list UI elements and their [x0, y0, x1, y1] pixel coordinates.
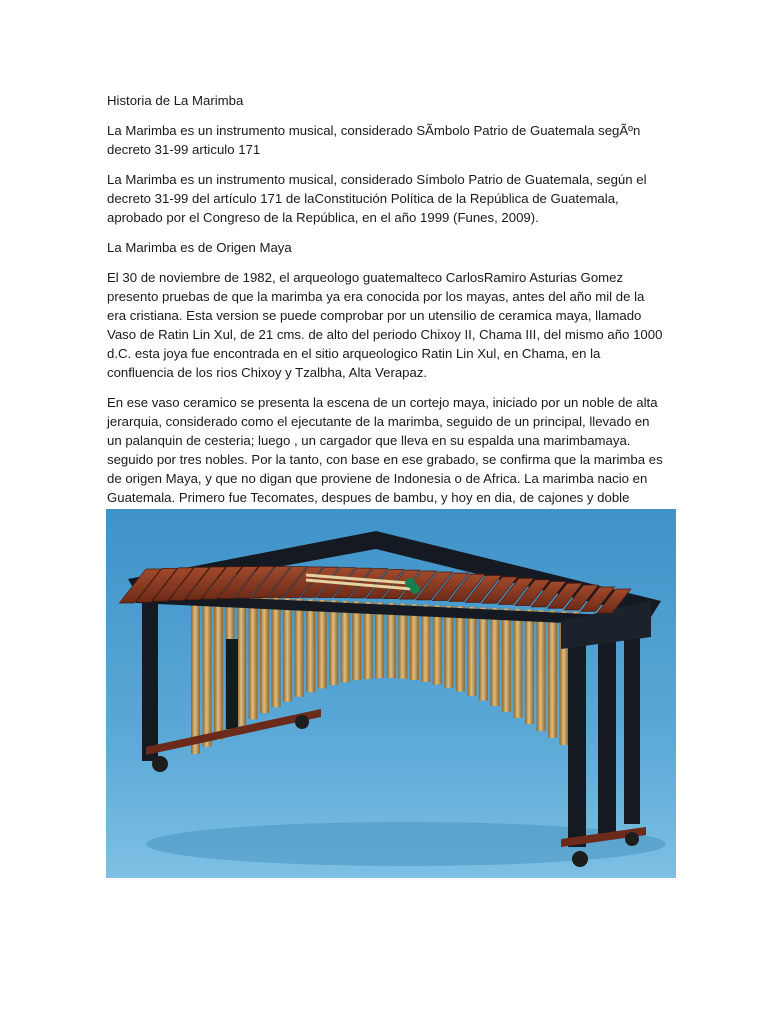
resonator-pipe [214, 595, 223, 740]
resonator-pipe [318, 600, 327, 688]
resonator-pipe [537, 610, 546, 731]
resonator-pipe [203, 595, 212, 747]
marimba-illustration [106, 509, 676, 878]
resonator-pipe [341, 601, 350, 682]
resonator-pipe [467, 607, 476, 696]
marimba-photo [106, 509, 676, 878]
resonator-pipe [272, 598, 281, 707]
resonator-pipe [456, 607, 465, 692]
paragraph-5: En ese vaso ceramico se presenta la escena de un cortejo maya, iniciado por un noble de alta jerarquia, considerado como el ejecutante de la marimba, seguido de un principal, llevado en un palanquin de cesteria; luego , un cargador que lleva en su espalda una marimbamaya. seguido por tres nobles. Por la tanto, con base en ese grabado, se confirma que la marimba es de origen Maya, y que no digan que proviene de Indonesia o de Africa. La marimba nacio en Guatemala. Primero fue Tecomates, despues de bambu, y hoy en dia, de cajones y doble [107, 395, 663, 505]
document-title: Historia de La Marimba [107, 93, 244, 108]
resonator-pipe [490, 608, 499, 706]
resonator-pipe [433, 606, 442, 685]
resonator-pipe [444, 606, 453, 688]
document-body [107, 91, 667, 537]
resonator-pipe [260, 597, 269, 713]
resonator-pipe [283, 598, 292, 701]
resonator-pipe [525, 610, 534, 725]
resonator-pipe [502, 609, 511, 712]
resonator-pipe [329, 601, 338, 686]
resonator-pipe [191, 594, 200, 754]
paragraph-4: El 30 de noviembre de 1982, el arqueologo guatemalteco CarlosRamiro Asturias Gomez presento pruebas de que la marimba ya era conocida por los mayas, antes del año mil de la era cristiana. Esta version se puede comprobar por un utensilio de ceramica maya, llamado Vaso de Ratin Lin Xul, de 21 cms. de alto del periodo Chixoy II, Chama III, del mismo año 1000 d.C. esta joya fue encontrada en el sitio arqueologico Ratin Lin Xul, en Chama, en la confluencia de los rios Chixoy y Tzalbha, Alta Verapaz. [107, 270, 663, 380]
resonator-pipe [479, 608, 488, 701]
resonator-pipe [237, 596, 246, 726]
resonator-pipe [295, 599, 304, 697]
resonator-pipe [249, 597, 258, 720]
resonator-pipe [548, 611, 557, 738]
paragraph-1: La Marimba es un instrumento musical, considerado SÃmbolo Patrio de Guatemala segÃºn decreto 31-99 articulo 171 [107, 123, 641, 157]
resonator-pipe [513, 609, 522, 718]
paragraph-2: La Marimba es un instrumento musical, considerado Símbolo Patrio de Guatemala, según el decreto 31-99 del artículo 171 de laConstitución Política de la República de Guatemala, aprobado por el Congreso de la República, en el año 1999 (Funes, 2009). [107, 172, 647, 225]
paragraph-3: La Marimba es de Origen Maya [107, 240, 292, 255]
resonator-pipe [306, 600, 315, 693]
